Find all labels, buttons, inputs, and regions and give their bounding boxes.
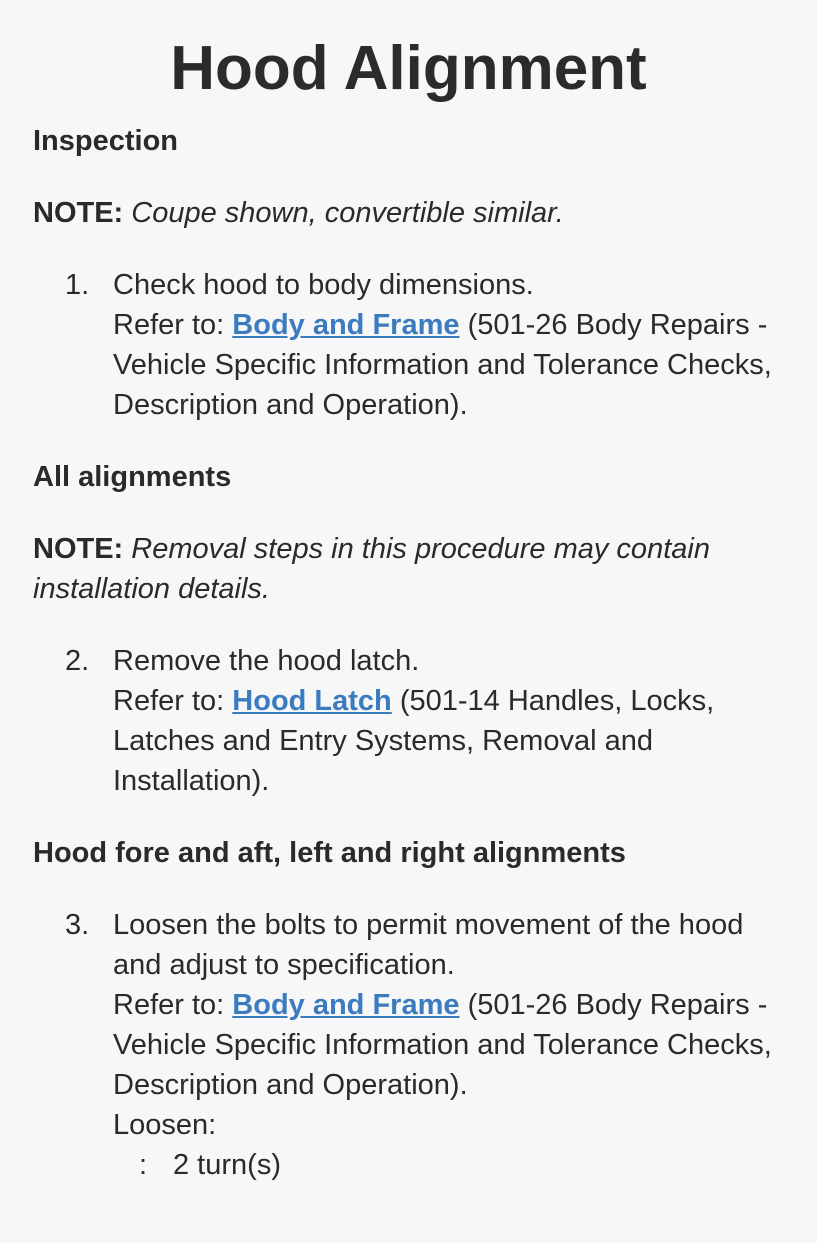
body-and-frame-link[interactable]: Body and Frame	[232, 309, 460, 341]
note-text: Coupe shown, convertible similar.	[131, 197, 564, 229]
section-heading-fore-aft: Hood fore and aft, left and right alignments	[33, 837, 626, 869]
step-number: 1.	[65, 269, 90, 301]
step-reference	[113, 681, 797, 801]
note-inspection	[33, 193, 817, 233]
hood-latch-link[interactable]: Hood Latch	[232, 685, 392, 717]
note-label: NOTE:	[33, 533, 124, 565]
note-text: Removal steps in this procedure may contain installation details.	[33, 533, 710, 605]
spec-value: 2 turn(s)	[173, 1149, 281, 1181]
step-reference	[113, 985, 797, 1105]
refer-label: Refer to:	[113, 309, 225, 341]
refer-label: Refer to:	[113, 989, 225, 1021]
step-reference	[113, 305, 797, 425]
section-heading-inspection: Inspection	[33, 125, 179, 157]
section-heading-all-alignments: All alignments	[33, 461, 232, 493]
body-and-frame-link[interactable]: Body and Frame	[232, 989, 460, 1021]
step-1	[33, 265, 817, 425]
note-label: NOTE:	[33, 197, 124, 229]
loosen-label: Loosen:	[113, 1109, 217, 1141]
step-3	[33, 905, 817, 1145]
step-text: Loosen the bolts to permit movement of the hood and adjust to specification.	[113, 909, 744, 981]
page-title: Hood Alignment	[170, 34, 647, 103]
step-number: 2.	[65, 645, 90, 677]
reference-detail: (501-14 Handles, Locks, Latches and Entry Systems, Removal and Installation).	[113, 685, 715, 797]
step-text: Check hood to body dimensions.	[113, 269, 534, 301]
reference-detail: (501-26 Body Repairs - Vehicle Specific Information and Tolerance Checks, Description and Operation).	[113, 309, 772, 421]
step-text: Remove the hood latch.	[113, 645, 420, 677]
step-number: 3.	[65, 909, 90, 941]
note-all-alignments	[33, 529, 817, 609]
refer-label: Refer to:	[113, 685, 225, 717]
step-2	[33, 641, 817, 801]
specification-row	[33, 1145, 817, 1185]
reference-detail: (501-26 Body Repairs - Vehicle Specific Information and Tolerance Checks, Description and Operation).	[113, 989, 772, 1101]
spec-colon: :	[139, 1149, 148, 1181]
